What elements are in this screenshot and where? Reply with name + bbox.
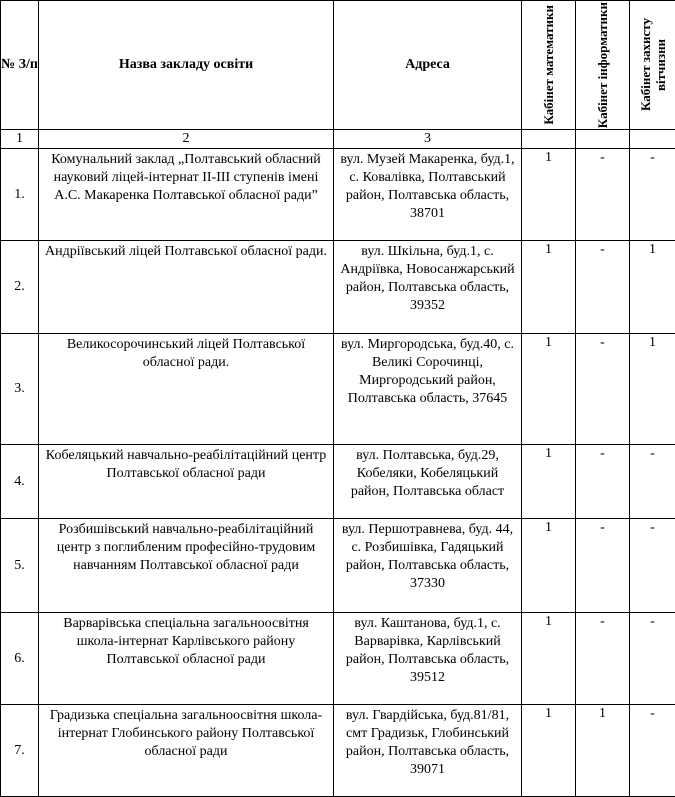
math-count: 1 (522, 613, 576, 705)
row-number: 1. (1, 149, 39, 241)
header-name: Назва закладу освіти (39, 1, 334, 130)
defense-count: - (630, 613, 675, 705)
row-number: 4. (1, 445, 39, 519)
school-name: Градизька спеціальна загальноосвітня школа-інтернат Глобинського району Полтавської обласної ради (39, 705, 334, 797)
row-number: 5. (1, 519, 39, 613)
table-row (1, 519, 675, 613)
header-row (1, 1, 675, 130)
defense-count: - (630, 519, 675, 613)
math-count: 1 (522, 334, 576, 445)
index-row (1, 130, 675, 149)
index-cell: 2 (39, 130, 334, 149)
school-name: Великосорочинський ліцей Полтавської обласної ради. (39, 334, 334, 445)
math-count: 1 (522, 241, 576, 334)
math-count: 1 (522, 149, 576, 241)
header-informatics (576, 1, 630, 130)
school-address: вул. Гвардійська, буд.81/81, смт Градизьк, Глобинський район, Полтавська область, 39071 (334, 705, 522, 797)
header-address: Адреса (334, 1, 522, 130)
defense-count: - (630, 705, 675, 797)
header-number: № З/п (1, 1, 39, 130)
informatics-count: - (576, 519, 630, 613)
informatics-count: - (576, 241, 630, 334)
row-number: 6. (1, 613, 39, 705)
index-cell: 1 (1, 130, 39, 149)
defense-count: 1 (630, 334, 675, 445)
header-defense (630, 1, 675, 130)
table-row (1, 705, 675, 797)
school-address: вул. Шкільна, буд.1, с. Андріївка, Новосанжарський район, Полтавська область, 39352 (334, 241, 522, 334)
school-address: вул. Полтавська, буд.29, Кобеляки, Кобеляцький район, Полтавська област (334, 445, 522, 519)
row-number: 7. (1, 705, 39, 797)
header-defense-label: Кабінет захисту вітчизни (637, 18, 668, 112)
table-row (1, 445, 675, 519)
school-address: вул. Першотравнева, буд. 44, с. Розбишівка, Гадяцький район, Полтавська область, 37330 (334, 519, 522, 613)
school-address: вул. Каштанова, буд.1, с. Варварівка, Карлівський район, Полтавська область, 39512 (334, 613, 522, 705)
header-informatics-label: Кабінет інформатики (595, 1, 610, 129)
informatics-count: - (576, 334, 630, 445)
school-name: Андріївський ліцей Полтавської обласної ради. (39, 241, 334, 334)
table-row (1, 149, 675, 241)
index-cell (576, 130, 630, 149)
table-row (1, 613, 675, 705)
school-name: Варварівська спеціальна загальноосвітня школа-інтернат Карлівського району Полтавської обласної ради (39, 613, 334, 705)
informatics-count: - (576, 613, 630, 705)
school-address: вул. Миргородська, буд.40, с. Великі Сорочинці, Миргородський район, Полтавська область, 37645 (334, 334, 522, 445)
table-row (1, 334, 675, 445)
math-count: 1 (522, 445, 576, 519)
school-name: Розбишівський навчально-реабілітаційний центр з поглибленим професійно-трудовим навчанням Полтавської обласної ради (39, 519, 334, 613)
index-cell: 3 (334, 130, 522, 149)
header-math-label: Кабінет математики (541, 5, 556, 125)
index-cell (522, 130, 576, 149)
school-name: Комунальний заклад „Полтавський обласний науковий ліцей-інтернат ІІ-ІІІ ступенів імені А.С. Макаренка Полтавської обласної ради” (39, 149, 334, 241)
math-count: 1 (522, 519, 576, 613)
defense-count: 1 (630, 241, 675, 334)
index-cell (630, 130, 675, 149)
math-count: 1 (522, 705, 576, 797)
school-name: Кобеляцький навчально-реабілітаційний центр Полтавської обласної ради (39, 445, 334, 519)
informatics-count: - (576, 445, 630, 519)
informatics-count: 1 (576, 705, 630, 797)
row-number: 2. (1, 241, 39, 334)
header-math (522, 1, 576, 130)
school-address: вул. Музей Макаренка, буд.1, с. Ковалівка, Полтавський район, Полтавська область, 38701 (334, 149, 522, 241)
table-row (1, 241, 675, 334)
defense-count: - (630, 149, 675, 241)
defense-count: - (630, 445, 675, 519)
informatics-count: - (576, 149, 630, 241)
row-number: 3. (1, 334, 39, 445)
